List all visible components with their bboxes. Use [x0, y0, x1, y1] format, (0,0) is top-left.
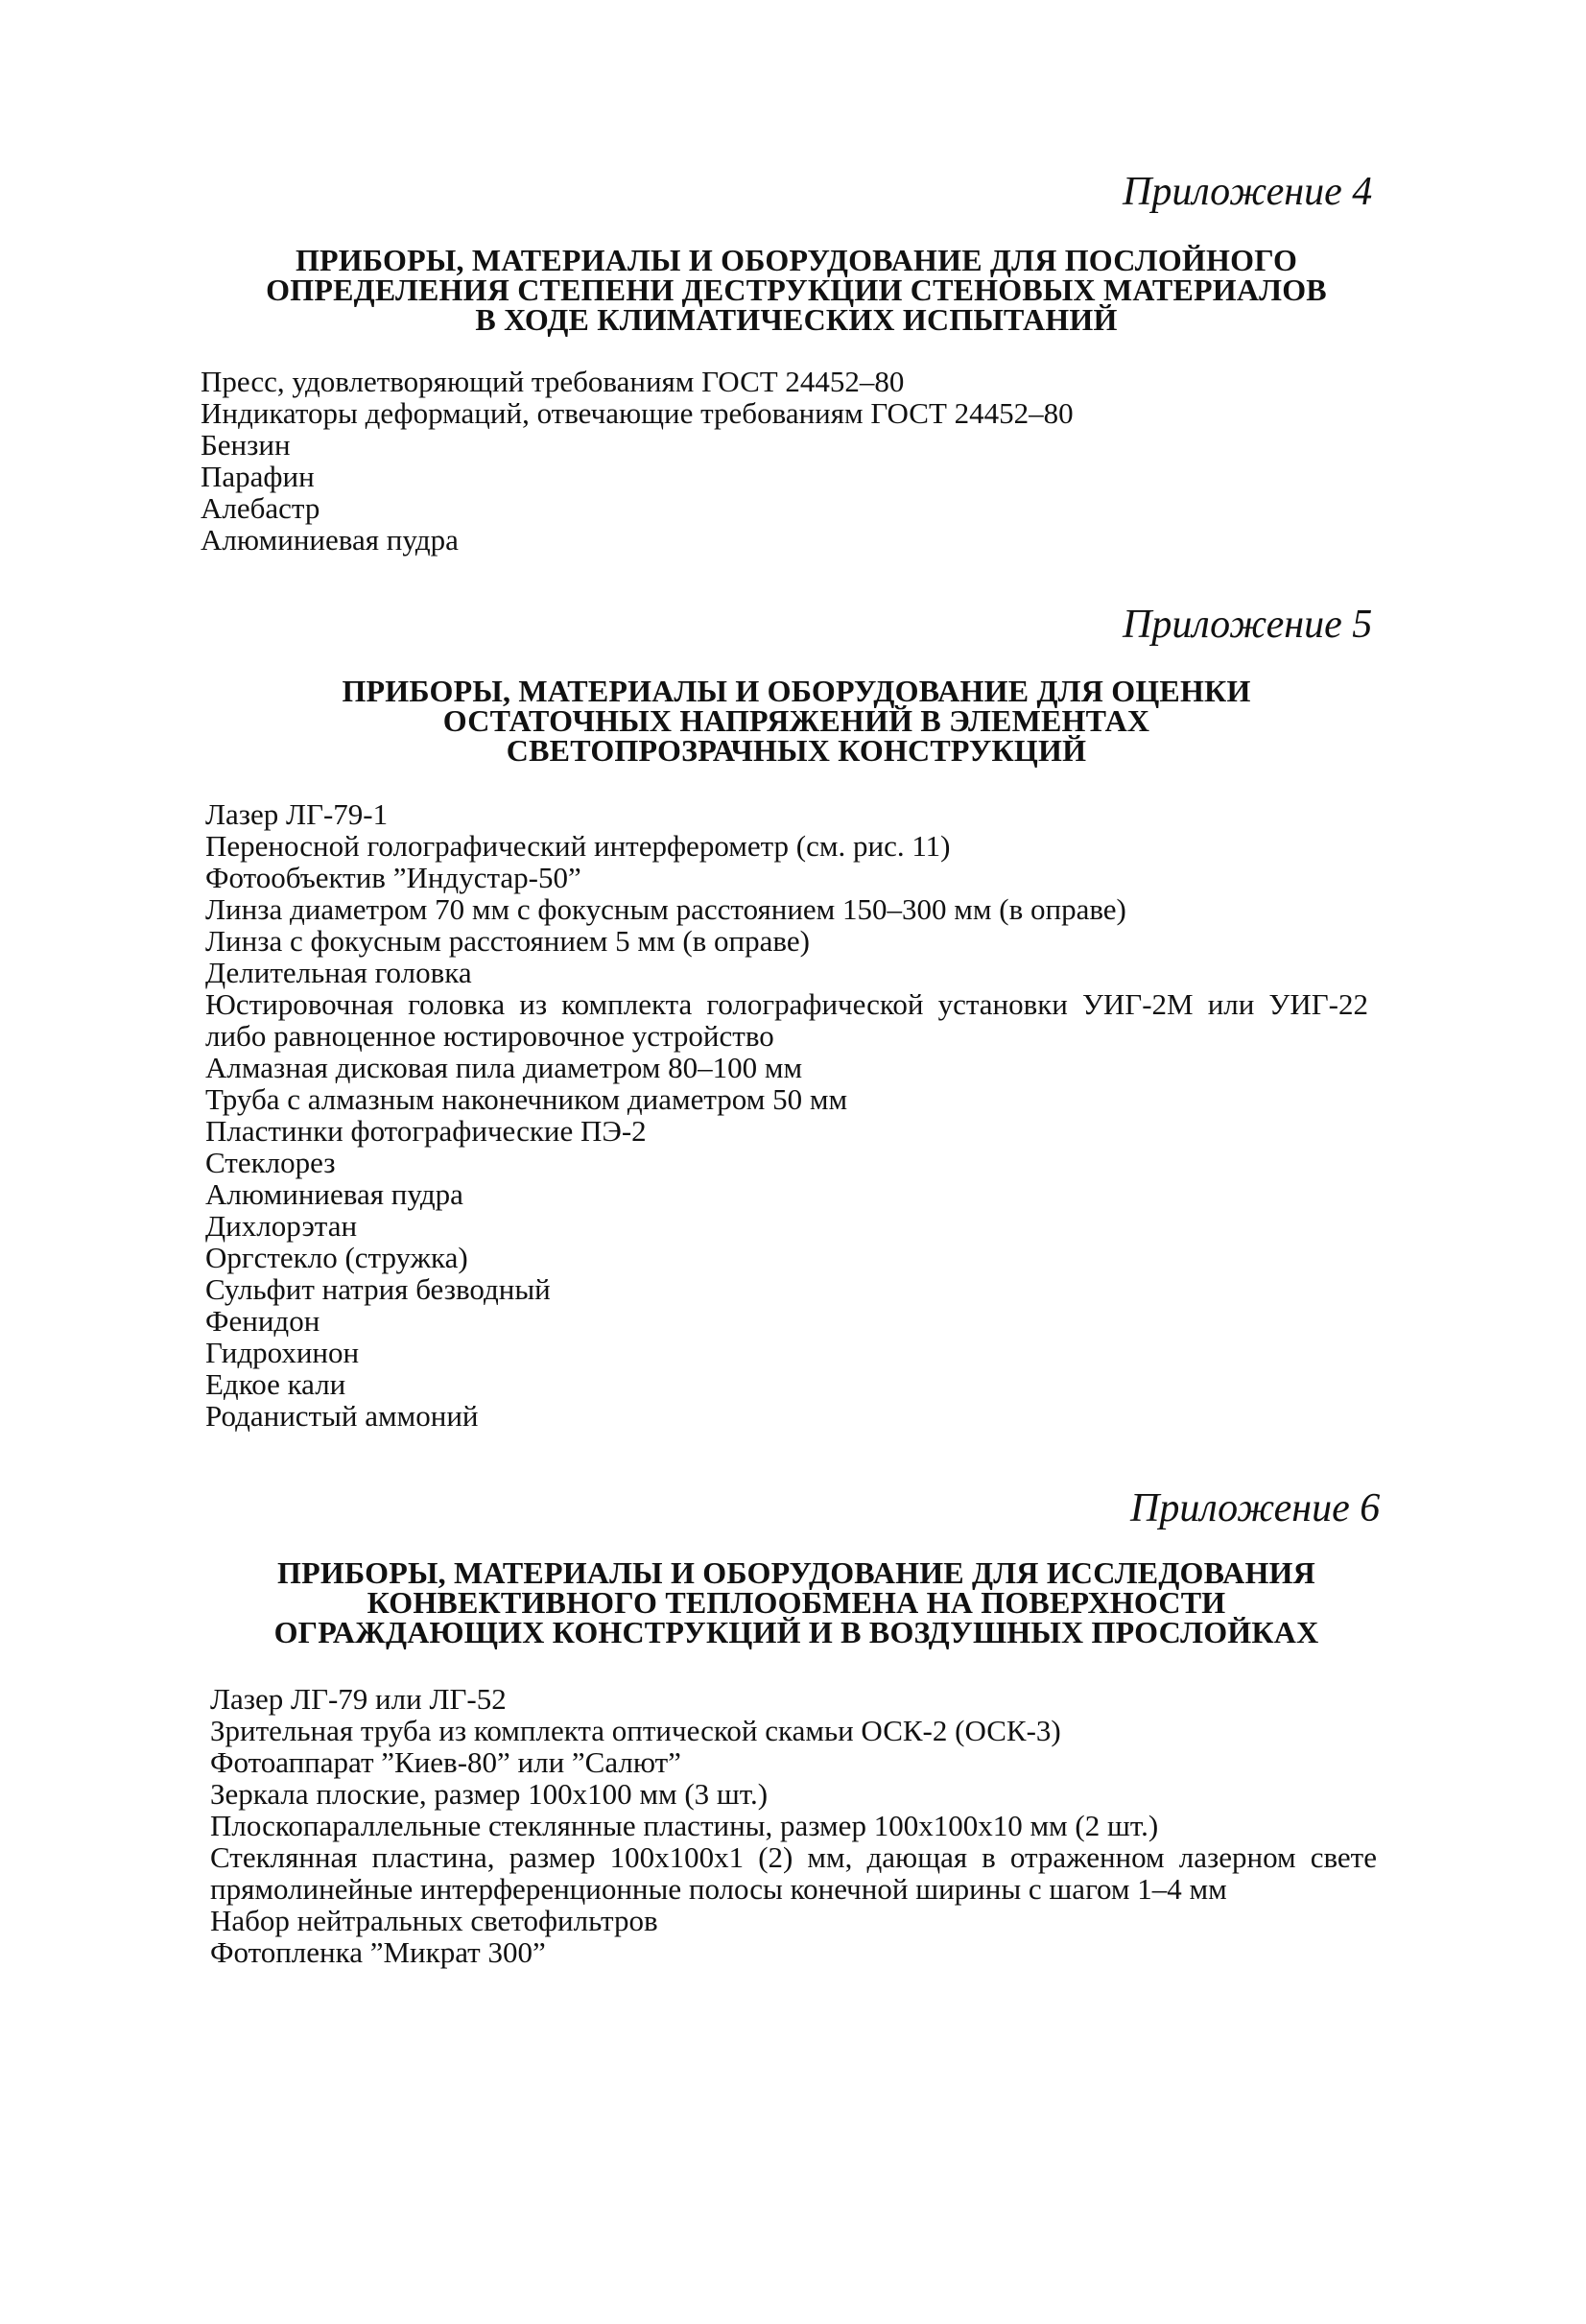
list-item: Лазер ЛГ-79-1 — [205, 797, 389, 831]
list-item: Лазер ЛГ-79 или ЛГ-52 — [210, 1682, 507, 1716]
list-item: Бензин — [201, 428, 291, 462]
list-item: Едкое кали — [205, 1367, 346, 1401]
appendix-6-heading — [173, 1555, 1420, 1649]
list-item: Алюминиевая пудра — [201, 523, 459, 557]
heading-line: ОСТАТОЧНЫХ НАПРЯЖЕНИЙ В ЭЛЕМЕНТАХ — [442, 703, 1150, 738]
list-item: Линза с фокусным расстоянием 5 мм (в оправе) — [205, 924, 810, 958]
list-item: Линза диаметром 70 мм с фокусным расстоянием 150–300 мм (в оправе) — [205, 892, 1126, 926]
list-item: Индикаторы деформаций, отвечающие требованиям ГОСТ 24452–80 — [201, 396, 1074, 430]
appendix-6-label: Приложение 6 — [1130, 1486, 1381, 1530]
list-item: Дихлорэтан — [205, 1209, 358, 1243]
appendix-5-list — [205, 798, 1368, 1432]
heading-line: ПРИБОРЫ, МАТЕРИАЛЫ И ОБОРУДОВАНИЕ ДЛЯ ОЦЕНКИ — [342, 674, 1251, 708]
list-item: Сульфит натрия безводный — [205, 1272, 551, 1306]
list-item: Гидрохинон — [205, 1336, 360, 1369]
heading-line: СВЕТОПРОЗРАЧНЫХ КОНСТРУКЦИЙ — [506, 733, 1087, 768]
list-item: Фотообъектив ”Индустар-50” — [205, 861, 581, 894]
list-item: Переносной голографический интерферометр (см. рис. 11) — [205, 829, 951, 863]
appendix-4-heading — [173, 243, 1420, 337]
heading-line: ПРИБОРЫ, МАТЕРИАЛЫ И ОБОРУДОВАНИЕ ДЛЯ ПОСЛОЙНОГО — [295, 243, 1298, 277]
list-item: Стеклорез — [205, 1146, 336, 1179]
appendix-4-label: Приложение 4 — [1123, 170, 1373, 214]
list-item: Набор нейтральных светофильтров — [210, 1904, 658, 1937]
list-item: Роданистый аммоний — [205, 1399, 479, 1433]
list-item: Парафин — [201, 460, 315, 493]
list-item: Пресс, удовлетворяющий требованиям ГОСТ 24452–80 — [201, 365, 905, 398]
heading-line: КОНВЕКТИВНОГО ТЕПЛООБМЕНА НА ПОВЕРХНОСТИ — [367, 1585, 1226, 1620]
list-item: Плоскопараллельные стеклянные пластины, размер 100х100х10 мм (2 шт.) — [210, 1809, 1159, 1842]
appendix-5-heading — [173, 676, 1420, 766]
heading-line: ОГРАЖДАЮЩИХ КОНСТРУКЦИЙ И В ВОЗДУШНЫХ ПРОСЛОЙКАХ — [273, 1615, 1319, 1649]
list-item: Оргстекло (стружка) — [205, 1241, 468, 1274]
list-item: Делительная головка — [205, 956, 472, 989]
list-item: Фенидон — [205, 1304, 320, 1338]
appendix-6-list — [210, 1683, 1377, 1968]
list-item: Стеклянная пластина, размер 100х100х1 (2) мм, дающая в отраженном лазерном свете прямолинейные интерференционные полосы конечной ширины с шагом 1–4 мм — [210, 1840, 1377, 1906]
list-item: Фотоаппарат ”Киев-80” или ”Салют” — [210, 1745, 681, 1779]
list-item: Алмазная дисковая пила диаметром 80–100 мм — [205, 1051, 803, 1084]
list-item: Зрительная труба из комплекта оптической скамьи ОСК-2 (ОСК-3) — [210, 1714, 1061, 1747]
list-item: Труба с алмазным наконечником диаметром 50 мм — [205, 1082, 848, 1116]
list-item: Юстировочная головка из комплекта голографической установки УИГ-2М или УИГ-22 либо равноценное юстировочное устройство — [205, 987, 1368, 1053]
list-item: Алебастр — [201, 491, 320, 525]
heading-line: ОПРЕДЕЛЕНИЯ СТЕПЕНИ ДЕСТРУКЦИИ СТЕНОВЫХ МАТЕРИАЛОВ — [266, 273, 1327, 307]
heading-line: ПРИБОРЫ, МАТЕРИАЛЫ И ОБОРУДОВАНИЕ ДЛЯ ИССЛЕДОВАНИЯ — [277, 1555, 1315, 1590]
list-item: Пластинки фотографические ПЭ-2 — [205, 1114, 647, 1148]
appendix-4-list — [201, 366, 1390, 556]
list-item: Зеркала плоские, размер 100х100 мм (3 шт.) — [210, 1777, 769, 1811]
list-item: Алюминиевая пудра — [205, 1177, 463, 1211]
heading-line: В ХОДЕ КЛИМАТИЧЕСКИХ ИСПЫТАНИЙ — [475, 302, 1118, 337]
appendix-5-label: Приложение 5 — [1123, 603, 1373, 647]
list-item: Фотопленка ”Микрат 300” — [210, 1935, 546, 1969]
